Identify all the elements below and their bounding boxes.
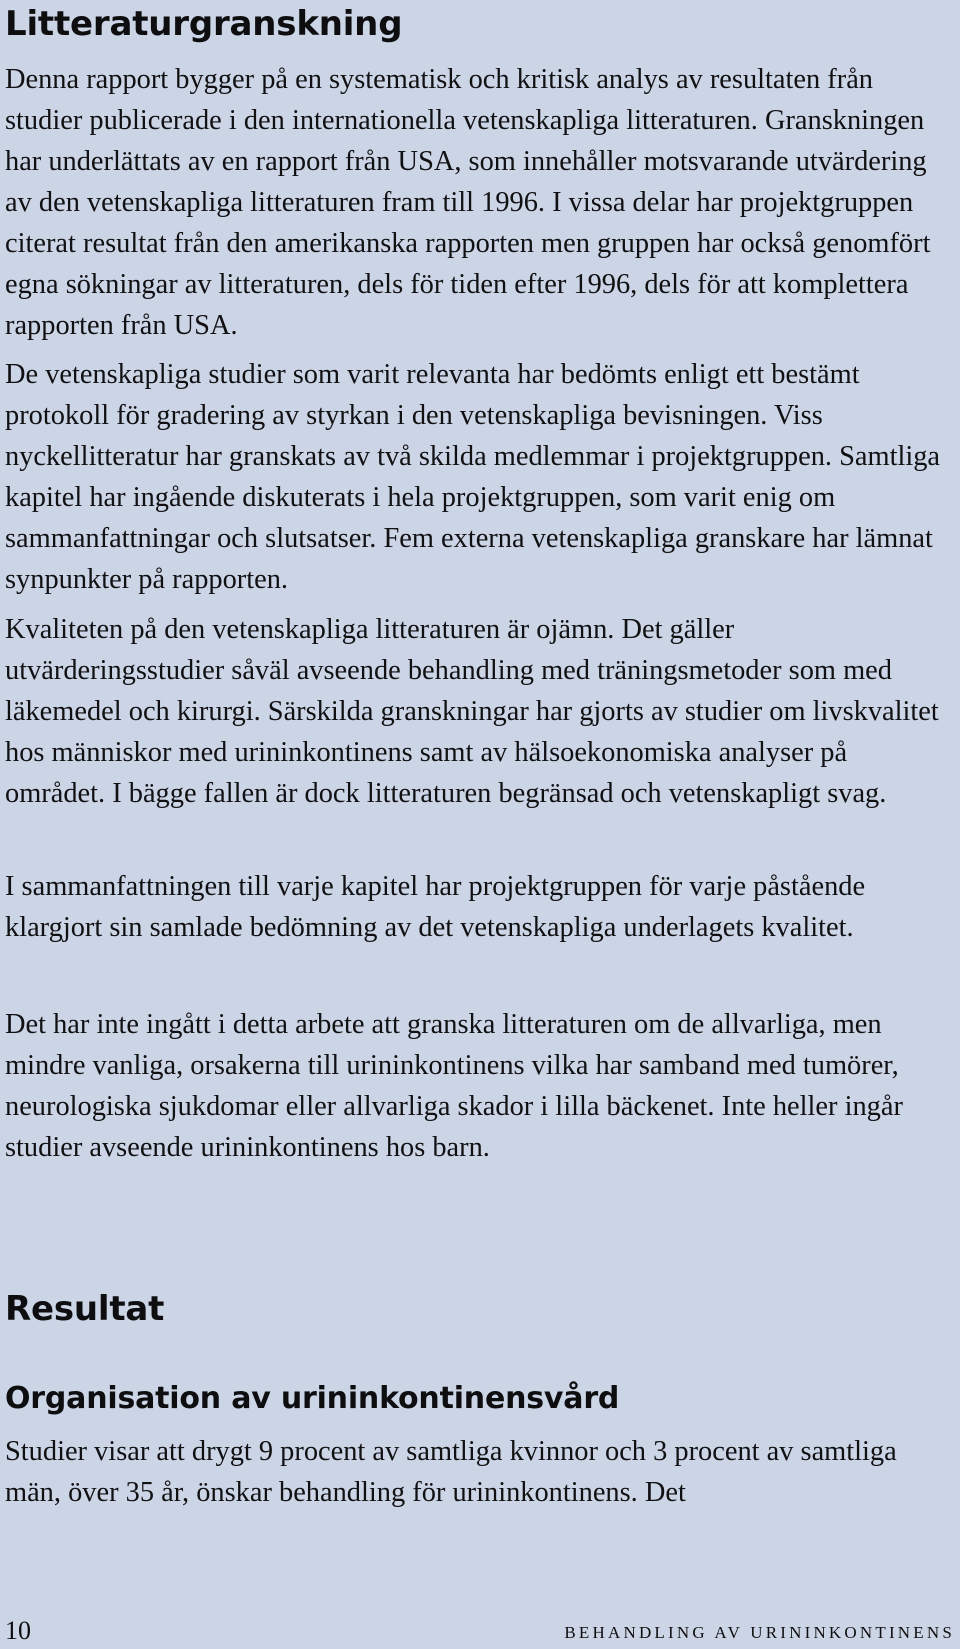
page-number: 10	[5, 1616, 31, 1645]
paragraph-evidence-grading: De vetenskapliga studier som varit relevanta har bedömts enligt ett bestämt protokoll för gradering av styrkan i den vetenskapliga bevisningen. Viss nyckellitteratur har granskats av två skilda medlemmar i projektgruppen. Samtliga kapitel har ingående diskuterats i hela projektgruppen, som varit enig om sammanfattningar och slutsatser. Fem externa vetenskapliga granskare har lämnat synpunkter på rapporten.	[5, 359, 941, 595]
paragraph-quality: Kvaliteten på den vetenskapliga litteraturen är ojämn. Det gäller utvärderingsstudier såväl avseende behandling med träningsmetoder som med läkemedel och kirurgi. Särskilda granskningar har gjorts av studier om livskvalitet hos människor med urininkontinens samt av hälsoekonomiska analyser på området. I bägge fallen är dock litteraturen begränsad och vetenskapligt svag.	[5, 614, 939, 809]
paragraph-methodology: Denna rapport bygger på en systematisk och kritisk analys av resultaten från studier publicerade i den internationella vetenskapliga litteraturen. Granskningen har underlättats av en rapport från USA, som innehåller motsvarande utvärdering av den vetenskapliga litteraturen fram till 1996. I vissa delar har projektgruppen citerat resultat från den amerikanska rapporten men gruppen har också genomfört egna sökningar av litteraturen, dels för tiden efter 1996, dels för att komplettera rapporten från USA.	[5, 64, 931, 341]
paragraph-summary-assessment: I sammanfattningen till varje kapitel har projektgruppen för varje påstående klargjort sin samlade bedömning av det vetenskapliga underlagets kvalitet.	[5, 871, 866, 943]
section-heading-resultat: Resultat	[5, 1289, 165, 1329]
section-heading-litteraturgranskning: Litteraturgranskning	[5, 4, 403, 44]
paragraph-exclusions: Det har inte ingått i detta arbete att granska litteraturen om de allvarliga, men mindre vanliga, orsakerna till urininkontinens vilka har samband med tumörer, neurologiska sjukdomar eller allvarliga skador i lilla bäckenet. Inte heller ingår studier avseende urininkontinens hos barn.	[5, 1009, 903, 1163]
subsection-heading-organisation: Organisation av urininkontinensvård	[5, 1381, 620, 1416]
paragraph-organisation: Studier visar att drygt 9 procent av samtliga kvinnor och 3 procent av samtliga män, över 35 år, önskar behandling för urininkontinens. Det	[5, 1436, 897, 1508]
running-title: BEHANDLING AV URININKONTINENS	[564, 1623, 955, 1642]
